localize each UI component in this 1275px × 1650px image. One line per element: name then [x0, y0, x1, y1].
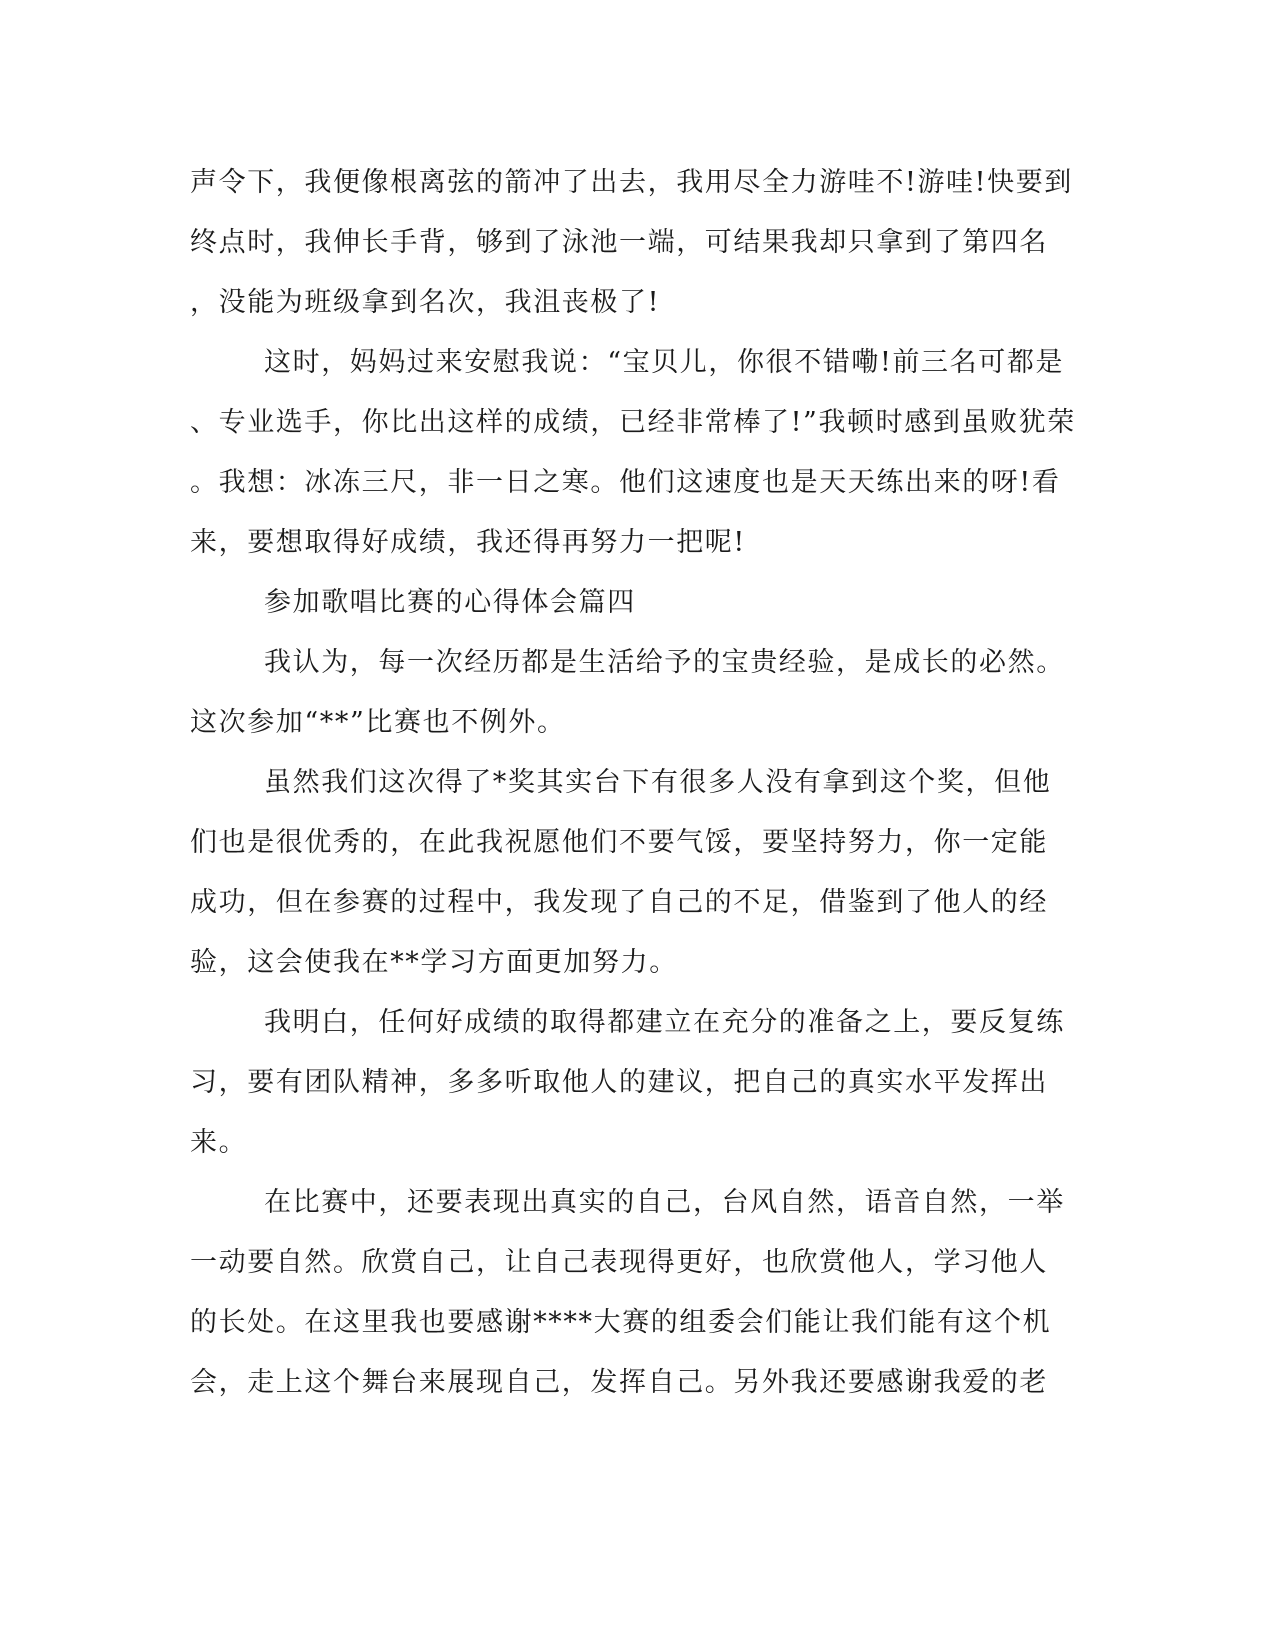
- text-line: 来。: [190, 1127, 248, 1158]
- text-line: 来，要想取得好成绩，我还得再努力一把呢!: [190, 527, 746, 558]
- text-line: 在比赛中，还要表现出真实的自己，台风自然，语音自然，一举: [264, 1187, 1065, 1218]
- text-line: 一动要自然。欣赏自己，让自己表现得更好，也欣赏他人，学习他人: [190, 1247, 1048, 1278]
- text-line: 的长处。在这里我也要感谢****大赛的组委会们能让我们能有这个机: [190, 1307, 1052, 1338]
- text-line: 声令下，我便像根离弦的箭冲了出去，我用尽全力游哇不!游哇!快要到: [190, 167, 1073, 198]
- text-line: 我认为，每一次经历都是生活给予的宝贵经验，是成长的必然。: [264, 647, 1065, 678]
- text-line: 验，这会使我在**学习方面更加努力。: [190, 947, 678, 978]
- text-line: ，没能为班级拿到名次，我沮丧极了!: [190, 287, 661, 318]
- text-line: 会，走上这个舞台来展现自己，发挥自己。另外我还要感谢我爱的老: [190, 1367, 1048, 1398]
- text-line: 终点时，我伸长手背，够到了泳池一端，可结果我却只拿到了第四名: [190, 227, 1048, 258]
- text-line: 习，要有团队精神，多多听取他人的建议，把自己的真实水平发挥出: [190, 1067, 1048, 1098]
- text-line: 我明白，任何好成绩的取得都建立在充分的准备之上，要反复练: [264, 1007, 1065, 1038]
- text-line: 。我想：冰冻三尺，非一日之寒。他们这速度也是天天练出来的呀!看: [190, 467, 1061, 498]
- text-line: 成功，但在参赛的过程中，我发现了自己的不足，借鉴到了他人的经: [190, 887, 1048, 918]
- text-line: 、专业选手，你比出这样的成绩，已经非常棒了!”我顿时感到虽败犹荣: [190, 407, 1076, 438]
- section-heading: 参加歌唱比赛的心得体会篇四: [264, 587, 636, 618]
- text-line: 虽然我们这次得了*奖其实台下有很多人没有拿到这个奖，但他: [264, 767, 1052, 798]
- text-line: 们也是很优秀的，在此我祝愿他们不要气馁，要坚持努力，你一定能: [190, 827, 1048, 858]
- text-line: 这时，妈妈过来安慰我说：“宝贝儿，你很不错嘞!前三名可都是: [264, 347, 1065, 378]
- text-line: 这次参加“**”比赛也不例外。: [190, 707, 566, 738]
